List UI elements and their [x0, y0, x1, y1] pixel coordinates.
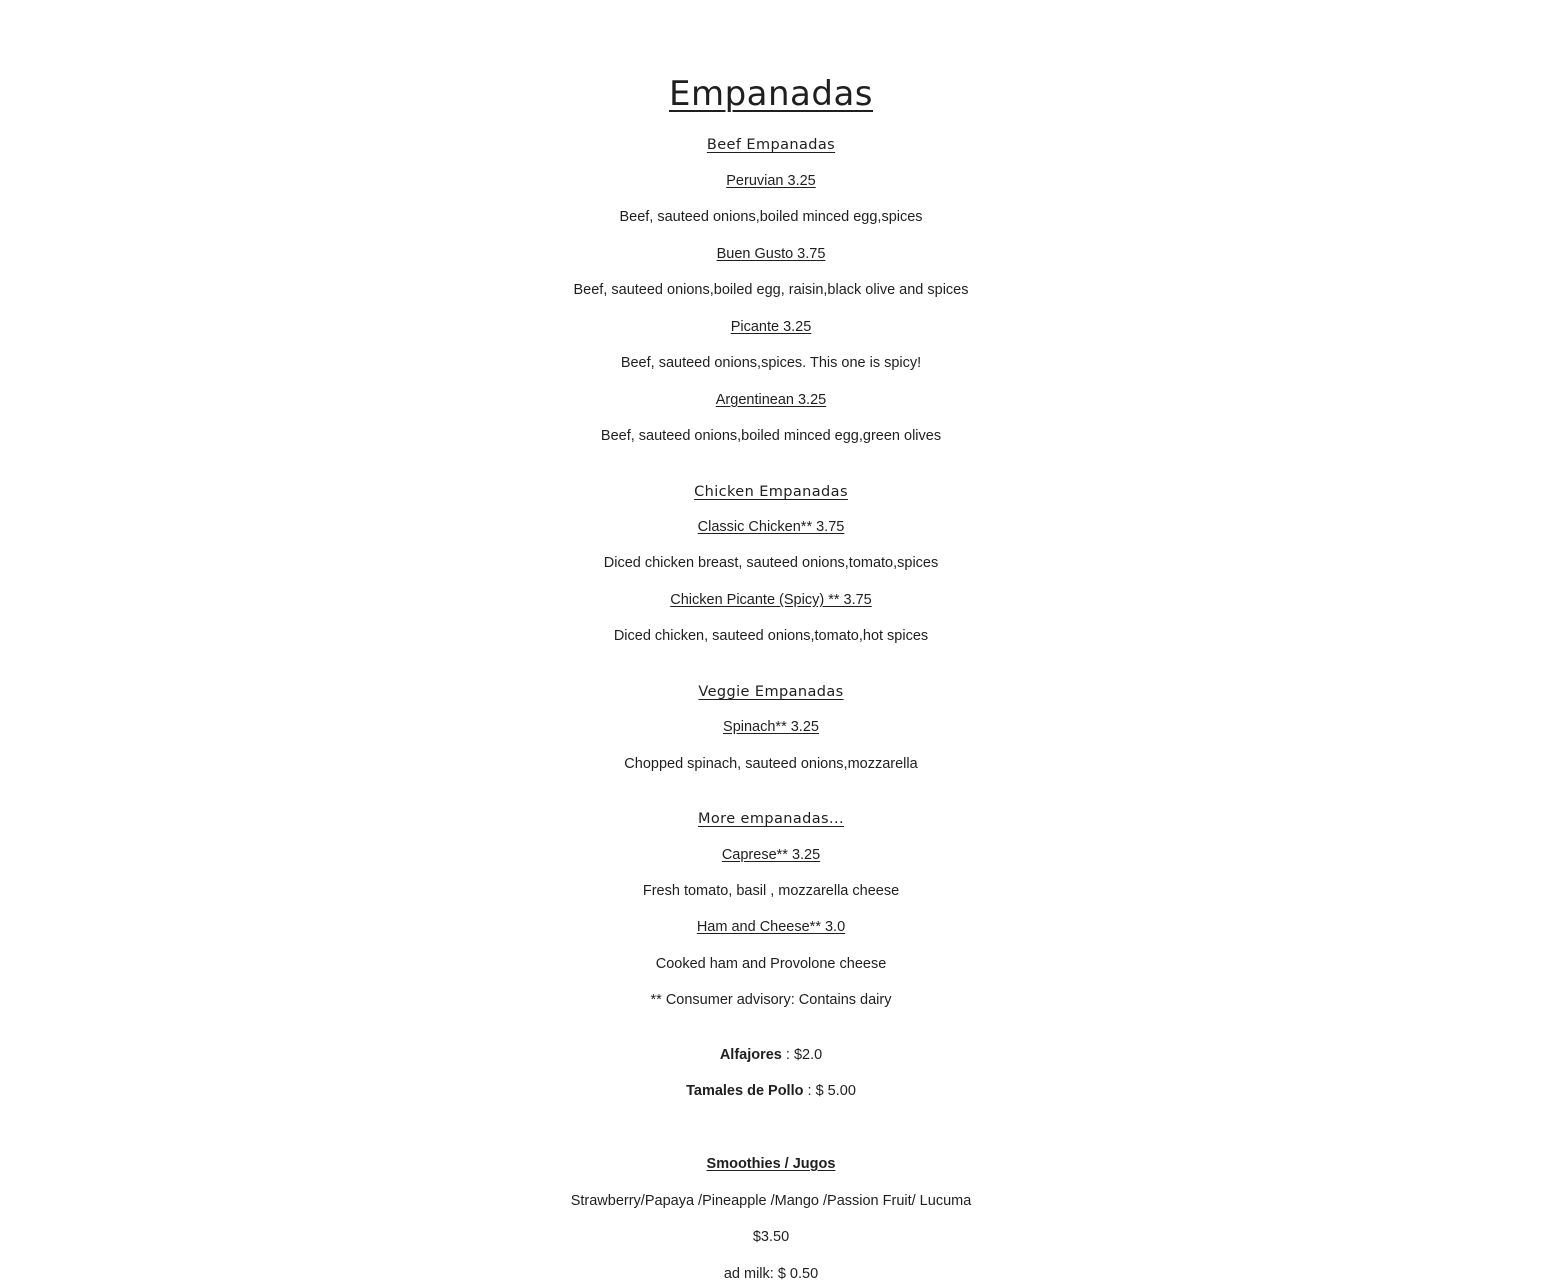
extra-item-label: Alfajores — [719, 1047, 782, 1063]
section-heading-smoothies — [0, 1157, 1542, 1172]
menu-item-description: Beef, sauteed onions,boiled egg, raisin,black olive and spices — [573, 282, 969, 298]
dairy-advisory: ** Consumer advisory: Contains dairy — [650, 992, 892, 1008]
menu-item-description: Beef, sauteed onions,boiled minced egg,spices — [619, 209, 923, 225]
extra-item-price: : $ 5.00 — [803, 1083, 856, 1099]
extra-item-label: Tamales de Pollo — [686, 1083, 804, 1099]
menu-item-name: Spinach** 3.25 — [723, 719, 819, 735]
page-title: Empanadas — [668, 74, 874, 114]
menu-item-name: Classic Chicken** 3.75 — [697, 519, 845, 535]
menu-item-description: Fresh tomato, basil , mozzarella cheese — [642, 883, 900, 899]
menu-item-name: Caprese** 3.25 — [721, 847, 821, 863]
smoothies-heading-text: Smoothies / Jugos — [706, 1156, 836, 1172]
section-heading-beef: Beef Empanadas — [706, 137, 836, 153]
smoothie-flavors: Strawberry/Papaya /Pineapple /Mango /Passion Fruit/ Lucuma — [570, 1193, 972, 1209]
menu-item-name: Picante 3.25 — [730, 319, 812, 335]
menu-item-description: Chopped spinach, sauteed onions,mozzarella — [624, 756, 918, 772]
menu-item-name: Argentinean 3.25 — [715, 392, 827, 408]
menu-item-description: Cooked ham and Provolone cheese — [655, 956, 887, 972]
menu-item-name: Buen Gusto 3.75 — [716, 246, 826, 262]
menu-item-name: Peruvian 3.25 — [726, 173, 816, 189]
extra-item-alfajores — [0, 1048, 1542, 1063]
section-heading-veggie: Veggie Empanadas — [698, 684, 844, 700]
menu-item-description: Diced chicken, sauteed onions,tomato,hot spices — [613, 628, 929, 644]
section-heading-chicken: Chicken Empanadas — [694, 484, 848, 500]
smoothie-price: $3.50 — [752, 1229, 790, 1245]
menu-item-description: Diced chicken breast, sauteed onions,tomato,spices — [603, 555, 939, 571]
extra-item-price: : $2.0 — [781, 1047, 823, 1063]
menu-item-description: Beef, sauteed onions,boiled minced egg,green olives — [600, 428, 942, 444]
extra-item-tamales — [0, 1084, 1542, 1099]
menu-item-name: Chicken Picante (Spicy) ** 3.75 — [670, 592, 872, 608]
menu-item-name: Ham and Cheese** 3.0 — [696, 919, 846, 935]
menu-item-description: Beef, sauteed onions,spices. This one is spicy! — [620, 355, 922, 371]
milk-addon-price: ad milk: $ 0.50 — [723, 1266, 819, 1282]
section-heading-more: More empanadas... — [697, 811, 845, 827]
